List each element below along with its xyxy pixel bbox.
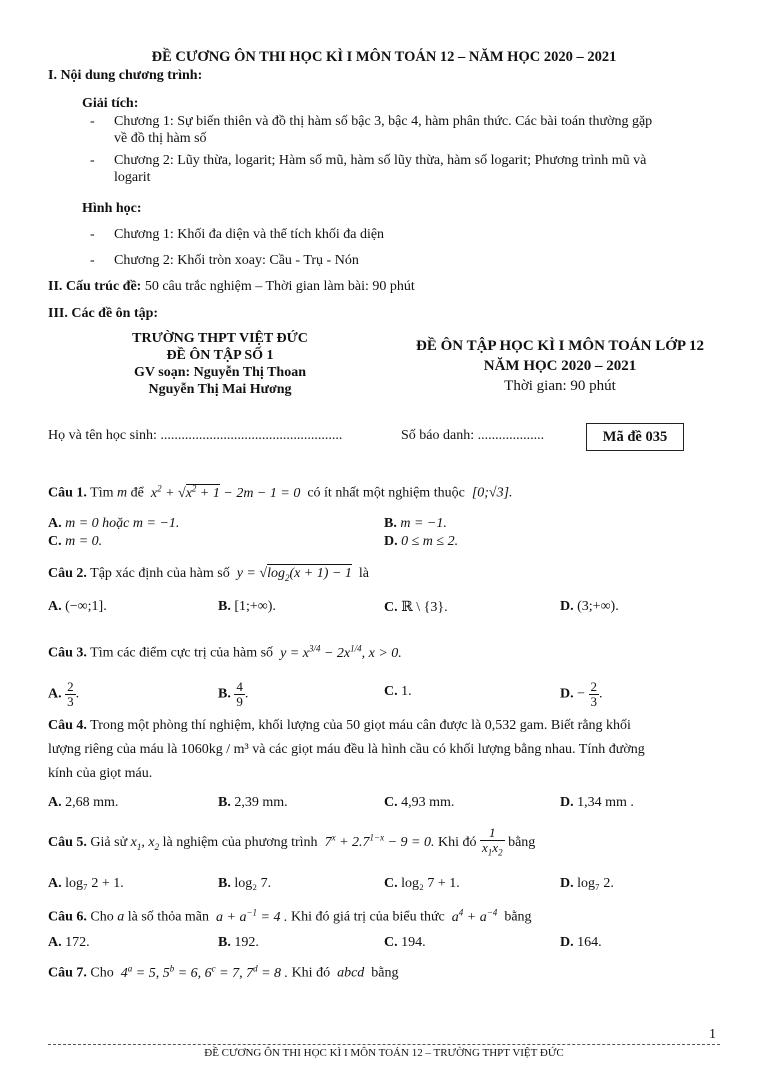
footer-text: ĐỀ CƯƠNG ÔN THI HỌC KÌ I MÔN TOÁN 12 – TRƯỜNG THPT VIỆT ĐỨC: [204, 1047, 564, 1059]
question-text: Khi đó: [438, 835, 477, 851]
document-title: ĐỀ CƯƠNG ÔN THI HỌC KÌ I MÔN TOÁN 12 – NĂM HỌC 2020 – 2021: [151, 49, 617, 65]
exam-code-box: Mã đề 035: [586, 423, 684, 451]
geometry-item: Chương 2: Khối tròn xoay: Cầu - Trụ - Nón: [114, 253, 359, 268]
question-text: Khi đó: [291, 965, 331, 981]
option[interactable]: D. (3;+∞).: [560, 599, 619, 614]
question-text: Khi đó giá trị của biểu thức: [291, 909, 445, 925]
analysis-item-cont: về đồ thị hàm số: [114, 131, 207, 146]
question-4: [48, 714, 720, 786]
question-2: [48, 566, 369, 583]
equation: a: [117, 909, 125, 925]
option[interactable]: B. m = −1.: [384, 516, 447, 531]
equation: $y = x^{3/4} - 2x^{1/4}$, x > 0.: [276, 643, 402, 661]
question-label: Câu 1.: [48, 485, 87, 501]
question-7: [48, 963, 399, 982]
option[interactable]: B. 192.: [218, 935, 259, 950]
question-text: là số thỏa mãn: [127, 909, 210, 925]
option[interactable]: A. m = 0 hoặc m = −1.: [48, 516, 180, 531]
question-6: [48, 907, 532, 926]
student-name-line: Họ và tên học sinh: ....................................................: [48, 428, 343, 443]
option[interactable]: C. 194.: [384, 935, 426, 950]
section-1-heading: I. Nội dung chương trình:: [48, 68, 203, 83]
option[interactable]: D. 0 ≤ m ≤ 2.: [384, 534, 459, 549]
equation: $a^4 + a^{-4}$: [448, 907, 498, 925]
exam-time: Thời gian: 90 phút: [504, 378, 616, 394]
interval: [0;√3].: [468, 485, 513, 501]
option[interactable]: D. − $\frac{2}{3}$ .: [560, 679, 603, 709]
equation: $7^x + 2.7^{1-x} - 9 = 0$.: [321, 832, 435, 851]
analysis-item-cont: logarit: [114, 170, 151, 185]
section-2: [48, 279, 415, 295]
equation: $4^a = 5$, $5^b = 6$, $6^c = 7$, $7^d = 8$ .: [117, 963, 289, 981]
question-label: Câu 4.: [48, 718, 87, 733]
exam-title: ĐỀ ÔN TẬP HỌC KÌ I MÔN TOÁN LỚP 12: [416, 338, 704, 354]
section-2-text: 50 câu trắc nghiệm – Thời gian làm bài: 90 phút: [144, 279, 415, 294]
option[interactable]: D. 164.: [560, 935, 602, 950]
question-label: Câu 6.: [48, 909, 87, 925]
student-id-line: Số báo danh: ...................: [401, 428, 545, 443]
question-text: bằng: [371, 965, 399, 981]
geometry-heading: Hình học:: [82, 201, 142, 216]
question-text: có ít nhất một nghiệm thuộc: [307, 485, 465, 501]
list-dash: -: [90, 253, 95, 268]
option[interactable]: C. log₂ 7 + 1.: [384, 876, 460, 891]
analysis-heading: Giải tích:: [82, 96, 139, 111]
option[interactable]: A. log₇ 2 + 1.: [48, 876, 124, 891]
option[interactable]: A. $\frac{2}{3}$ .: [48, 679, 80, 709]
option[interactable]: A. 2,68 mm.: [48, 795, 119, 810]
footer-divider: [48, 1044, 720, 1045]
option[interactable]: B. $\frac{4}{9}$ .: [218, 679, 249, 709]
question-text: bằng: [508, 835, 536, 851]
question-text: Tìm các điểm cực trị của hàm số: [90, 645, 274, 661]
question-3: [48, 643, 402, 662]
option[interactable]: B. [1;+∞).: [218, 599, 276, 614]
question-label: Câu 3.: [48, 645, 87, 661]
option[interactable]: C. 4,93 mm.: [384, 795, 455, 810]
question-text: bằng: [504, 909, 532, 925]
equation: $y = √\log_2(x + 1) - 1$: [233, 566, 352, 583]
author-1: GV soạn: Nguyễn Thị Thoan: [134, 365, 306, 380]
equation: $a + a^{-1} = 4$ .: [212, 907, 288, 925]
school-name: TRƯỜNG THPT VIỆT ĐỨC: [132, 331, 308, 346]
question-5: [48, 826, 535, 860]
option[interactable]: D. 1,34 mm .: [560, 795, 634, 810]
question-1: [48, 483, 513, 502]
option[interactable]: C. ℝ \ {3}.: [384, 600, 448, 615]
option[interactable]: C. 1.: [384, 684, 412, 699]
equation: abcd: [333, 965, 368, 981]
equation: $x^2 + √x^2 + 1 - 2m - 1 = 0$: [147, 483, 304, 501]
question-text: để: [130, 485, 144, 501]
list-dash: -: [90, 153, 95, 168]
exam-year: NĂM HỌC 2020 – 2021: [483, 358, 637, 374]
section-3-heading: III. Các đề ôn tập:: [48, 306, 159, 321]
question-var: m: [117, 485, 128, 501]
question-text: Tìm: [90, 485, 114, 501]
list-dash: -: [90, 114, 95, 129]
question-text: là nghiệm của phương trình: [162, 835, 318, 851]
geometry-item: Chương 1: Khối đa diện và thể tích khối đa diện: [114, 227, 385, 242]
list-dash: -: [90, 227, 95, 242]
question-text: Tập xác định của hàm số: [90, 566, 230, 581]
analysis-item: Chương 1: Sự biến thiên và đồ thị hàm số bậc 3, bậc 4, hàm phân thức. Các bài toán thường gặp: [114, 114, 653, 129]
exam-set: ĐỀ ÔN TẬP SỐ 1: [166, 348, 274, 363]
question-text: Trong một phòng thí nghiệm, khối lượng của 50 giọt máu cân được là 0,532 gam. Biết rằng khối: [90, 718, 631, 733]
author-2: Nguyễn Thị Mai Hương: [148, 382, 292, 397]
question-label: Câu 7.: [48, 965, 87, 981]
question-text: lượng riêng của máu là 1060kg / m³ và các giọt máu đều là hình cầu có khối lượng bằng nhau. Tính đường: [48, 742, 645, 757]
school-block: [100, 330, 340, 398]
option[interactable]: A. 172.: [48, 935, 90, 950]
exam-block: [390, 336, 730, 396]
option[interactable]: A. (−∞;1].: [48, 599, 107, 614]
analysis-item: Chương 2: Lũy thừa, logarit; Hàm số mũ, hàm số lũy thừa, hàm số logarit; Phương trình mũ và: [114, 153, 647, 168]
question-label: Câu 5.: [48, 835, 87, 851]
question-text: Cho: [90, 909, 114, 925]
section-2-heading: II. Cấu trúc đề:: [48, 279, 142, 294]
question-text: Giả sử: [90, 835, 128, 851]
option[interactable]: C. m = 0.: [48, 534, 103, 549]
question-text: Cho: [90, 965, 114, 981]
equation: $x_1$, $x_2$: [130, 835, 160, 852]
question-text: là: [358, 566, 370, 581]
question-label: Câu 2.: [48, 566, 87, 581]
page-number: 1: [709, 1027, 716, 1042]
option[interactable]: B. 2,39 mm.: [218, 795, 288, 810]
option[interactable]: D. log₇ 2.: [560, 876, 614, 891]
question-text: kính của giọt máu.: [48, 766, 153, 781]
option[interactable]: B. log₂ 7.: [218, 876, 272, 891]
fraction: $\frac{1}{x_1x_2}$: [482, 825, 503, 858]
